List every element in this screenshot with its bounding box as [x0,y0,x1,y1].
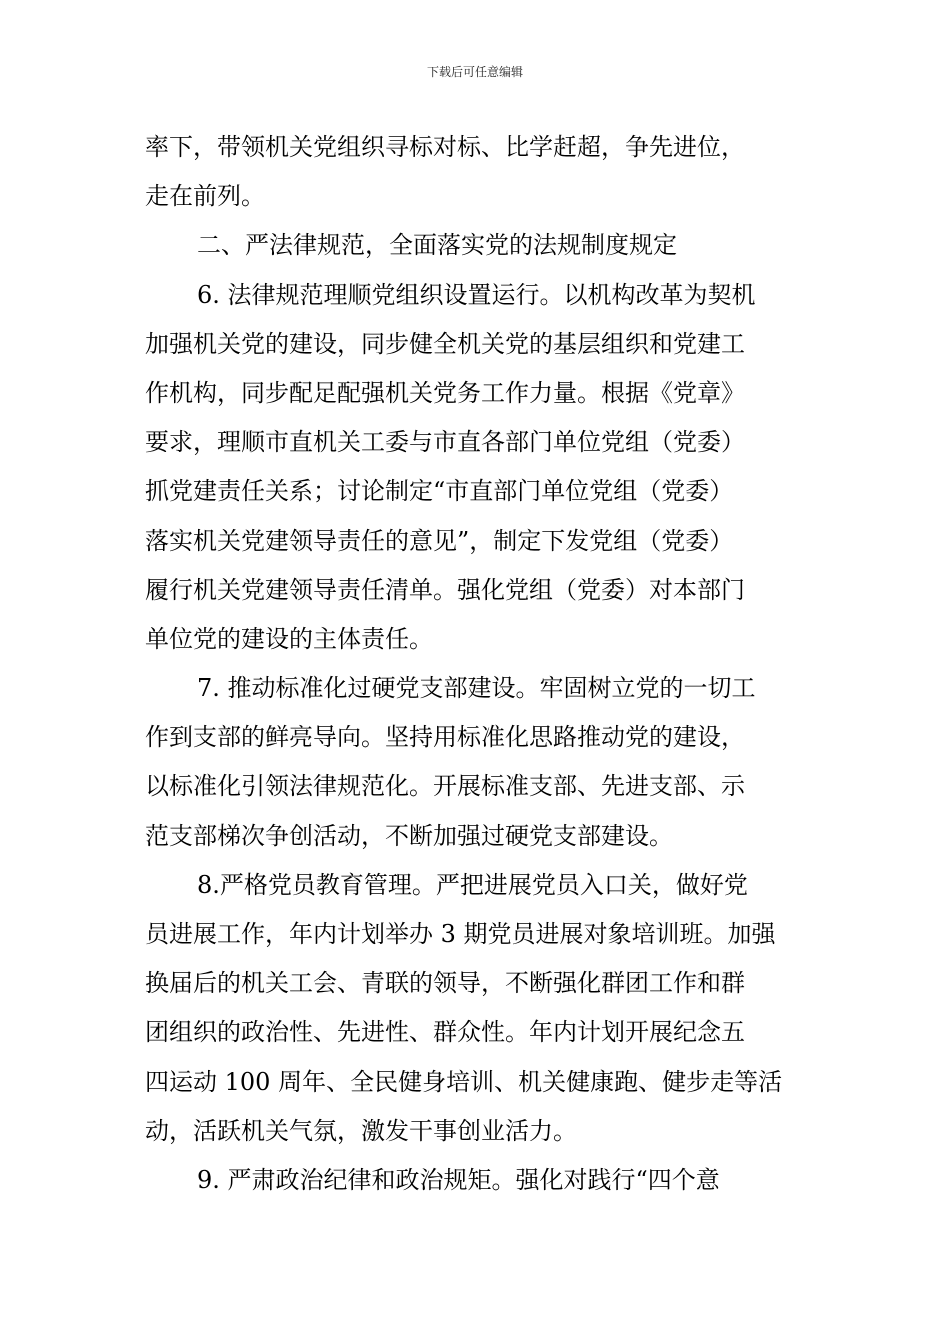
text-line: 加强机关党的建设，同步健全机关党的基层组织和党建工 [145,329,745,358]
text-line: 落实机关党建领导责任的意见”，制定下发党组（党委） [145,526,734,555]
text-line: 员进展工作，年内计划举办 3 期党员进展对象培训班。加强 [145,920,776,948]
document-body [145,123,813,1205]
text-line: 团组织的政治性、先进性、群众性。年内计划开展纪念五 [145,1018,745,1047]
page-header: 下载后可任意编辑 [426,65,523,79]
text-line: 动，活跃机关气氛，激发干事创业活力。 [145,1116,577,1145]
text-line: 四运动 100 周年、全民健身培训、机关健康跑、健步走等活 [145,1067,783,1096]
text-line: 要求，理顺市直机关工委与市直各部门单位党组（党委） [145,428,745,457]
section-heading: 二、严法律规范，全面落实党的法规制度规定 [197,231,677,260]
text-line: 作到支部的鲜亮导向。坚持用标准化思路推动党的建设， [145,723,745,752]
paragraph-start: 9. 严肃政治纪律和政治规矩。强化对践行“四个意 [197,1165,720,1194]
paragraph-start: 8.严格党员教育管理。严把进展党员入口关，做好党 [197,870,748,899]
text-line: 单位党的建设的主体责任。 [145,624,433,653]
text-line: 抓党建责任关系；讨论制定“市直部门单位党组（党委） [145,477,734,506]
text-line: 以标准化引领法律规范化。开展标准支部、先进支部、示 [145,772,745,801]
paragraph-start: 6. 法律规范理顺党组织设置运行。以机构改革为契机 [197,280,756,309]
text-line: 履行机关党建领导责任清单。强化党组（党委）对本部门 [145,575,745,604]
text-line: 率下，带领机关党组织寻标对标、比学赶超，争先进位， [145,133,745,161]
text-line: 作机构，同步配足配强机关党务工作力量。根据《党章》 [145,378,745,407]
text-line: 范支部梯次争创活动，不断加强过硬党支部建设。 [145,821,673,850]
text-line: 换届后的机关工会、青联的领导，不断强化群团工作和群 [145,969,745,998]
paragraph-start: 7. 推动标准化过硬党支部建设。牢固树立党的一切工 [197,674,756,703]
text-line: 走在前列。 [145,182,265,211]
